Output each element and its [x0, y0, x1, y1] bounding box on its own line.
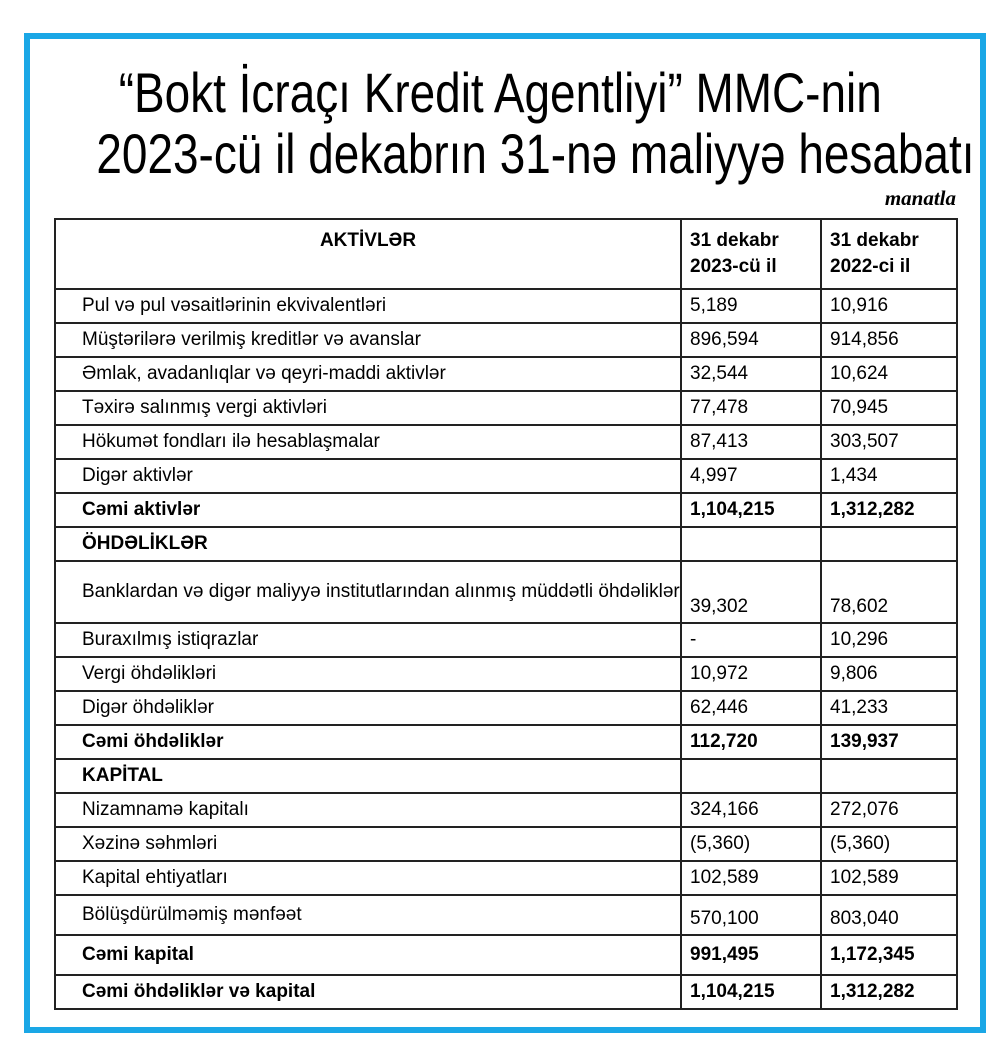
- value-2022: 41,233: [821, 691, 957, 725]
- table-row: [55, 975, 957, 1009]
- title-line-2: 2023-cü il dekabrın 31-nə maliyyə hesabatı: [96, 122, 975, 185]
- row-label: Nizamnamə kapitalı: [55, 793, 681, 827]
- row-label: Banklardan və digər maliyyə institutlarından alınmış müddətli öhdəliklər: [55, 561, 681, 623]
- value-2022: 10,624: [821, 357, 957, 391]
- row-label: KAPİTAL: [55, 759, 681, 793]
- value-2022: (5,360): [821, 827, 957, 861]
- value-2023: [681, 527, 821, 561]
- table-row: [55, 527, 957, 561]
- value-2022: 914,856: [821, 323, 957, 357]
- value-2023: 5,189: [681, 289, 821, 323]
- value-2022: 70,945: [821, 391, 957, 425]
- value-2023: 896,594: [681, 323, 821, 357]
- value-2022: 1,172,345: [821, 935, 957, 975]
- value-2023: 1,104,215: [681, 975, 821, 1009]
- value-2022: 102,589: [821, 861, 957, 895]
- row-label: Pul və pul vəsaitlərinin ekvivalentləri: [55, 289, 681, 323]
- table-row: [55, 561, 957, 623]
- table-row: [55, 357, 957, 391]
- table-row: [55, 493, 957, 527]
- row-label: Xəzinə səhmləri: [55, 827, 681, 861]
- value-2023: 4,997: [681, 459, 821, 493]
- row-label: Digər öhdəliklər: [55, 691, 681, 725]
- value-2022: 10,916: [821, 289, 957, 323]
- row-label: Hökumət fondları ilə hesablaşmalar: [55, 425, 681, 459]
- balance-sheet-table: [54, 218, 958, 1010]
- table-row: [55, 391, 957, 425]
- table-row: [55, 861, 957, 895]
- value-2023: 991,495: [681, 935, 821, 975]
- value-2022: 803,040: [821, 895, 957, 935]
- value-2022: 78,602: [821, 561, 957, 623]
- value-2023: 77,478: [681, 391, 821, 425]
- table-row: [55, 623, 957, 657]
- table-row: [55, 425, 957, 459]
- value-2022: 1,312,282: [821, 975, 957, 1009]
- table-row: [55, 323, 957, 357]
- value-2022: 9,806: [821, 657, 957, 691]
- row-label: Cəmi kapital: [55, 935, 681, 975]
- value-2022: 139,937: [821, 725, 957, 759]
- value-2023: 324,166: [681, 793, 821, 827]
- value-2022: [821, 527, 957, 561]
- table-row: [55, 935, 957, 975]
- unit-label: manatla: [884, 186, 956, 210]
- table-row: [55, 657, 957, 691]
- table-row: [55, 725, 957, 759]
- row-label: Əmlak, avadanlıqlar və qeyri-maddi aktivlər: [55, 357, 681, 391]
- row-label: Təxirə salınmış vergi aktivləri: [55, 391, 681, 425]
- row-label: Cəmi öhdəliklər və kapital: [55, 975, 681, 1009]
- value-2022: [821, 759, 957, 793]
- row-label: ÖHDƏLİKLƏR: [55, 527, 681, 561]
- value-2022: 1,434: [821, 459, 957, 493]
- value-2022: 272,076: [821, 793, 957, 827]
- value-2023: 10,972: [681, 657, 821, 691]
- row-label: Digər aktivlər: [55, 459, 681, 493]
- value-2023: -: [681, 623, 821, 657]
- table-row: [55, 289, 957, 323]
- table-row: [55, 827, 957, 861]
- value-2022: 10,296: [821, 623, 957, 657]
- row-label: Buraxılmış istiqrazlar: [55, 623, 681, 657]
- table-row: [55, 459, 957, 493]
- value-2023: 62,446: [681, 691, 821, 725]
- title-line-1: “Bokt İcraçı Kredit Agentliyi” MMC-nin: [118, 61, 882, 124]
- table-header: [55, 219, 957, 289]
- header-assets: AKTİVLƏR: [55, 219, 681, 289]
- row-label: Müştərilərə verilmiş kreditlər və avanslar: [55, 323, 681, 357]
- row-label: Vergi öhdəlikləri: [55, 657, 681, 691]
- value-2022: 303,507: [821, 425, 957, 459]
- value-2023: 112,720: [681, 725, 821, 759]
- value-2023: 39,302: [681, 561, 821, 623]
- row-label: Bölüşdürülməmiş mənfəət: [55, 895, 681, 935]
- row-label: Cəmi aktivlər: [55, 493, 681, 527]
- value-2023: [681, 759, 821, 793]
- value-2022: 1,312,282: [821, 493, 957, 527]
- header-2023: 31 dekabr 2023-cü il: [681, 219, 821, 289]
- header-2022: 31 dekabr 2022-ci il: [821, 219, 957, 289]
- row-label: Cəmi öhdəliklər: [55, 725, 681, 759]
- value-2023: 570,100: [681, 895, 821, 935]
- value-2023: (5,360): [681, 827, 821, 861]
- table-row: [55, 793, 957, 827]
- value-2023: 87,413: [681, 425, 821, 459]
- table-row: [55, 691, 957, 725]
- value-2023: 102,589: [681, 861, 821, 895]
- row-label: Kapital ehtiyatları: [55, 861, 681, 895]
- table-row: [55, 759, 957, 793]
- value-2023: 32,544: [681, 357, 821, 391]
- value-2023: 1,104,215: [681, 493, 821, 527]
- table-row: [55, 895, 957, 935]
